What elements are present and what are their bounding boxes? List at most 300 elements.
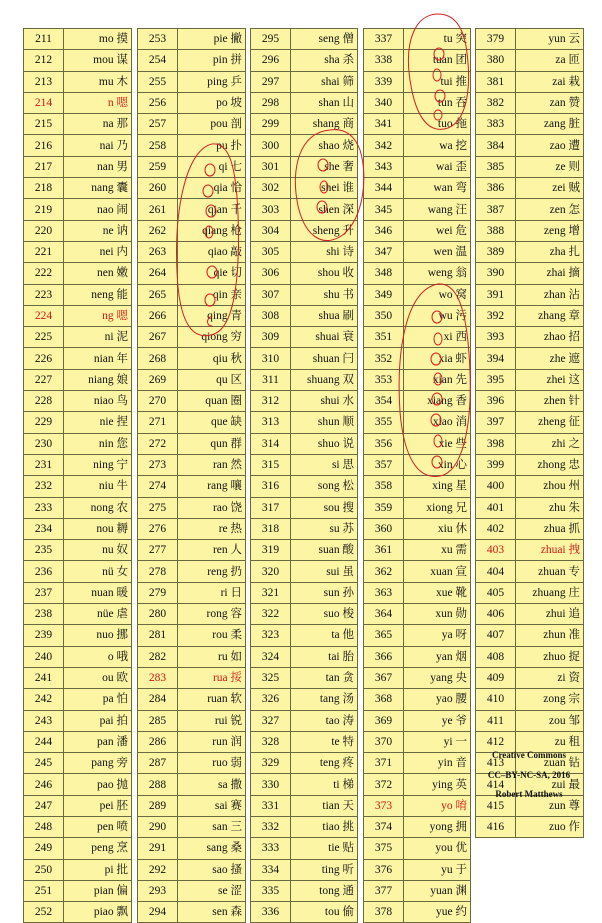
syllable-pinyin-character: pi 批 [64,859,132,880]
syllable-number: 368 [364,689,404,710]
syllable-pinyin-character: nao 闹 [64,199,132,220]
syllable-number: 305 [251,241,291,262]
syllable-row [251,604,358,625]
syllable-number: 292 [138,859,178,880]
syllable-row [251,412,358,433]
syllable-number: 403 [476,540,516,561]
syllable-number: 238 [24,604,64,625]
syllable-pinyin-character: ru 如 [178,646,246,667]
syllable-pinyin-character: zang 脏 [516,114,584,135]
syllable-number: 345 [364,199,404,220]
syllable-number: 225 [24,327,64,348]
syllable-row [24,880,132,901]
syllable-row [251,476,358,497]
syllable-number: 283 [138,667,178,688]
syllable-row [24,50,132,71]
syllable-pinyin-character: zhuo 捉 [516,646,584,667]
syllable-row [251,433,358,454]
syllable-pinyin-character: si 思 [291,454,358,475]
syllable-number: 253 [138,29,178,50]
syllable-row [251,92,358,113]
syllable-pinyin-character: reng 扔 [178,561,246,582]
syllable-number: 381 [476,71,516,92]
syllable-pinyin-character: pin 拼 [178,50,246,71]
syllable-number: 391 [476,284,516,305]
syllable-pinyin-character: zong 宗 [516,689,584,710]
syllable-row [251,518,358,539]
syllable-number: 341 [364,114,404,135]
syllable-pinyin-character: yu 于 [404,859,471,880]
syllable-number: 397 [476,412,516,433]
syllable-row [251,753,358,774]
syllable-pinyin-character: wan 弯 [404,178,471,199]
syllable-pinyin-character: zu 租 [516,731,584,752]
syllable-row [138,880,246,901]
syllable-number: 229 [24,412,64,433]
syllable-pinyin-character: wai 歪 [404,156,471,177]
syllable-number: 265 [138,284,178,305]
syllable-row [138,199,246,220]
syllable-row [24,518,132,539]
syllable-row [24,689,132,710]
syllable-number: 308 [251,305,291,326]
syllable-number: 401 [476,497,516,518]
syllable-number: 384 [476,135,516,156]
syllable-pinyin-character: rui 锐 [178,710,246,731]
syllable-row [364,880,471,901]
syllable-number: 331 [251,795,291,816]
syllable-row [24,816,132,837]
syllable-row [138,604,246,625]
syllable-number: 297 [251,71,291,92]
syllable-pinyin-character: yi 一 [404,731,471,752]
syllable-pinyin-character: nou 耨 [64,518,132,539]
syllable-row [364,220,471,241]
syllable-pinyin-character: wei 危 [404,220,471,241]
syllable-row [24,859,132,880]
syllable-row [138,838,246,859]
syllable-number: 383 [476,114,516,135]
syllable-number: 312 [251,391,291,412]
syllable-number: 330 [251,774,291,795]
syllable-number: 279 [138,582,178,603]
syllable-pinyin-character: xi 西 [404,327,471,348]
syllable-row [251,838,358,859]
syllable-row [138,348,246,369]
syllable-row [24,114,132,135]
syllable-number: 245 [24,753,64,774]
syllable-number: 250 [24,859,64,880]
syllable-row [364,689,471,710]
syllable-row [364,902,471,923]
syllable-row [24,327,132,348]
syllable-row [251,50,358,71]
syllable-row [364,646,471,667]
syllable-row [364,241,471,262]
syllable-row [476,540,584,561]
syllable-row [476,263,584,284]
syllable-column-4 [363,28,471,923]
syllable-number: 412 [476,731,516,752]
syllable-pinyin-character: yue 约 [404,902,471,923]
syllable-pinyin-character: zhei 这 [516,369,584,390]
syllable-pinyin-character: zhou 州 [516,476,584,497]
syllable-number: 310 [251,348,291,369]
syllable-number: 256 [138,92,178,113]
syllable-number: 333 [251,838,291,859]
syllable-row [138,476,246,497]
syllable-row [364,625,471,646]
syllable-row [364,135,471,156]
syllable-row [138,29,246,50]
syllable-row [251,284,358,305]
syllable-number: 217 [24,156,64,177]
syllable-row [251,114,358,135]
syllable-number: 255 [138,71,178,92]
syllable-number: 342 [364,135,404,156]
syllable-number: 307 [251,284,291,305]
syllable-number: 393 [476,327,516,348]
syllable-table-2 [137,28,246,923]
syllable-row [476,710,584,731]
syllable-number: 218 [24,178,64,199]
syllable-row [24,774,132,795]
syllable-number: 303 [251,199,291,220]
syllable-number: 339 [364,71,404,92]
syllable-number: 318 [251,518,291,539]
syllable-pinyin-character: sao 搔 [178,859,246,880]
syllable-number: 327 [251,710,291,731]
syllable-pinyin-character: zhang 章 [516,305,584,326]
syllable-pinyin-character: zeng 增 [516,220,584,241]
syllable-number: 211 [24,29,64,50]
syllable-pinyin-character: zan 赞 [516,92,584,113]
syllable-number: 243 [24,710,64,731]
syllable-row [251,327,358,348]
syllable-pinyin-character: qiu 秋 [178,348,246,369]
syllable-row [251,241,358,262]
syllable-row [364,795,471,816]
syllable-row [364,476,471,497]
syllable-row [24,263,132,284]
syllable-row [138,178,246,199]
syllable-pinyin-character: nu 奴 [64,540,132,561]
syllable-number: 371 [364,753,404,774]
syllable-pinyin-character: yang 央 [404,667,471,688]
syllable-row [476,369,584,390]
syllable-number: 224 [24,305,64,326]
syllable-number: 247 [24,795,64,816]
syllable-row [476,646,584,667]
syllable-number: 257 [138,114,178,135]
syllable-pinyin-character: zun 尊 [516,795,584,816]
syllable-row [138,710,246,731]
syllable-pinyin-character: na 那 [64,114,132,135]
syllable-pinyin-character: shun 顺 [291,412,358,433]
syllable-pinyin-character: zhui 追 [516,604,584,625]
syllable-pinyin-character: tan 贪 [291,667,358,688]
syllable-number: 289 [138,795,178,816]
credit-line-2: CC–BY-NC-SA, 2016 [487,769,571,780]
syllable-row [364,348,471,369]
syllable-number: 338 [364,50,404,71]
syllable-row [24,497,132,518]
syllable-row [24,284,132,305]
syllable-pinyin-character: nie 捏 [64,412,132,433]
syllable-number: 295 [251,29,291,50]
syllable-number: 361 [364,540,404,561]
syllable-row [364,92,471,113]
syllable-row [251,391,358,412]
syllable-number: 373 [364,795,404,816]
syllable-pinyin-character: shuai 衰 [291,327,358,348]
syllable-number: 291 [138,838,178,859]
syllable-pinyin-character: peng 烹 [64,838,132,859]
syllable-row [251,305,358,326]
syllable-row [138,859,246,880]
syllable-row [138,518,246,539]
syllable-row [476,391,584,412]
syllable-pinyin-character: run 润 [178,731,246,752]
syllable-row [251,71,358,92]
syllable-row [251,689,358,710]
syllable-pinyin-character: tao 涛 [291,710,358,731]
syllable-number: 365 [364,625,404,646]
syllable-number: 410 [476,689,516,710]
syllable-pinyin-character: zheng 征 [516,412,584,433]
syllable-row [476,816,584,837]
syllable-number: 356 [364,433,404,454]
syllable-number: 359 [364,497,404,518]
syllable-pinyin-character: sa 撒 [178,774,246,795]
syllable-row [138,71,246,92]
syllable-number: 322 [251,604,291,625]
syllable-row [476,604,584,625]
syllable-number: 212 [24,50,64,71]
syllable-pinyin-character: pen 喷 [64,816,132,837]
syllable-row [138,50,246,71]
syllable-column-5 [475,28,584,838]
syllable-pinyin-character: qin 亲 [178,284,246,305]
syllable-row [364,50,471,71]
syllable-pinyin-character: tuo 拖 [404,114,471,135]
syllable-number: 376 [364,859,404,880]
syllable-number: 360 [364,518,404,539]
syllable-pinyin-character: qian 千 [178,199,246,220]
syllable-pinyin-character: sui 虽 [291,561,358,582]
syllable-pinyin-character: zei 贼 [516,178,584,199]
syllable-pinyin-character: yin 音 [404,753,471,774]
syllable-number: 351 [364,327,404,348]
syllable-number: 396 [476,391,516,412]
syllable-row [138,135,246,156]
syllable-row [138,582,246,603]
syllable-row [251,454,358,475]
syllable-row [24,369,132,390]
syllable-row [476,50,584,71]
syllable-number: 389 [476,241,516,262]
syllable-row [476,220,584,241]
syllable-pinyin-character: qu 区 [178,369,246,390]
syllable-number: 387 [476,199,516,220]
syllable-row [24,156,132,177]
syllable-number: 220 [24,220,64,241]
syllable-number: 230 [24,433,64,454]
syllable-row [364,838,471,859]
syllable-pinyin-character: zao 遭 [516,135,584,156]
syllable-number: 413 [476,753,516,774]
syllable-pinyin-character: niu 牛 [64,476,132,497]
syllable-pinyin-character: ya 呀 [404,625,471,646]
syllable-pinyin-character: que 缺 [178,412,246,433]
syllable-row [251,369,358,390]
syllable-number: 352 [364,348,404,369]
syllable-number: 374 [364,816,404,837]
syllable-number: 394 [476,348,516,369]
syllable-number: 349 [364,284,404,305]
syllable-row [24,561,132,582]
syllable-row [24,199,132,220]
syllable-pinyin-character: tuan 团 [404,50,471,71]
syllable-pinyin-character: san 三 [178,816,246,837]
syllable-row [138,263,246,284]
syllable-number: 402 [476,518,516,539]
syllable-number: 231 [24,454,64,475]
syllable-number: 271 [138,412,178,433]
syllable-number: 334 [251,859,291,880]
syllable-number: 323 [251,625,291,646]
syllable-row [476,199,584,220]
syllable-row [24,902,132,923]
syllable-row [24,710,132,731]
syllable-pinyin-character: sai 赛 [178,795,246,816]
syllable-row [251,902,358,923]
syllable-row [251,667,358,688]
syllable-pinyin-character: xia 虾 [404,348,471,369]
syllable-row [476,29,584,50]
syllable-pinyin-character: ta 他 [291,625,358,646]
syllable-number: 299 [251,114,291,135]
syllable-number: 366 [364,646,404,667]
syllable-row [251,135,358,156]
syllable-row [24,241,132,262]
syllable-number: 222 [24,263,64,284]
syllable-number: 385 [476,156,516,177]
syllable-pinyin-character: weng 翁 [404,263,471,284]
syllable-row [476,561,584,582]
syllable-number: 329 [251,753,291,774]
syllable-number: 275 [138,497,178,518]
syllable-row [138,391,246,412]
syllable-pinyin-character: zhan 沾 [516,284,584,305]
syllable-row [364,816,471,837]
syllable-number: 244 [24,731,64,752]
syllable-row [364,433,471,454]
syllable-pinyin-character: pang 旁 [64,753,132,774]
syllable-number: 343 [364,156,404,177]
syllable-pinyin-character: sha 杀 [291,50,358,71]
syllable-pinyin-character: xiang 香 [404,391,471,412]
syllable-pinyin-character: xue 靴 [404,582,471,603]
syllable-pinyin-character: n 嗯 [64,92,132,113]
syllable-pinyin-character: pian 偏 [64,880,132,901]
syllable-number: 378 [364,902,404,923]
syllable-pinyin-character: tong 通 [291,880,358,901]
syllable-pinyin-character: nan 男 [64,156,132,177]
syllable-number: 213 [24,71,64,92]
syllable-number: 281 [138,625,178,646]
syllable-pinyin-character: xing 星 [404,476,471,497]
syllable-number: 214 [24,92,64,113]
syllable-pinyin-character: shen 深 [291,199,358,220]
syllable-number: 336 [251,902,291,923]
syllable-row [24,667,132,688]
syllable-row [138,753,246,774]
syllable-pinyin-character: nüe 虐 [64,604,132,625]
syllable-pinyin-character: qi 七 [178,156,246,177]
syllable-pinyin-character: shei 谁 [291,178,358,199]
syllable-table-5 [475,28,584,838]
syllable-number: 316 [251,476,291,497]
syllable-pinyin-character: zai 栽 [516,71,584,92]
syllable-number: 288 [138,774,178,795]
syllable-number: 306 [251,263,291,284]
syllable-row [24,29,132,50]
syllable-row [476,178,584,199]
syllable-row [364,497,471,518]
syllable-number: 416 [476,816,516,837]
syllable-row [476,667,584,688]
syllable-row [364,114,471,135]
syllable-pinyin-character: se 涩 [178,880,246,901]
syllable-pinyin-character: yo 唷 [404,795,471,816]
syllable-pinyin-character: shan 山 [291,92,358,113]
syllable-pinyin-character: zhuan 专 [516,561,584,582]
syllable-pinyin-character: qiong 穷 [178,327,246,348]
syllable-number: 234 [24,518,64,539]
syllable-pinyin-character: tie 贴 [291,838,358,859]
syllable-number: 304 [251,220,291,241]
syllable-row [476,476,584,497]
syllable-row [364,561,471,582]
syllable-number: 263 [138,241,178,262]
syllable-number: 367 [364,667,404,688]
syllable-number: 324 [251,646,291,667]
syllable-pinyin-character: ren 人 [178,540,246,561]
syllable-pinyin-character: shuan 闩 [291,348,358,369]
syllable-row [138,369,246,390]
syllable-row [138,497,246,518]
syllable-pinyin-character: sun 孙 [291,582,358,603]
syllable-pinyin-character: xin 心 [404,454,471,475]
syllable-number: 321 [251,582,291,603]
syllable-number: 400 [476,476,516,497]
syllable-row [138,902,246,923]
syllable-row [138,114,246,135]
syllable-row [24,753,132,774]
syllable-row [138,156,246,177]
syllable-number: 290 [138,816,178,837]
syllable-row [364,540,471,561]
syllable-pinyin-character: yan 烟 [404,646,471,667]
syllable-row [24,178,132,199]
syllable-row [476,454,584,475]
syllable-number: 287 [138,753,178,774]
syllable-pinyin-character: zhong 忠 [516,454,584,475]
syllable-number: 296 [251,50,291,71]
syllable-number: 404 [476,561,516,582]
syllable-number: 249 [24,838,64,859]
